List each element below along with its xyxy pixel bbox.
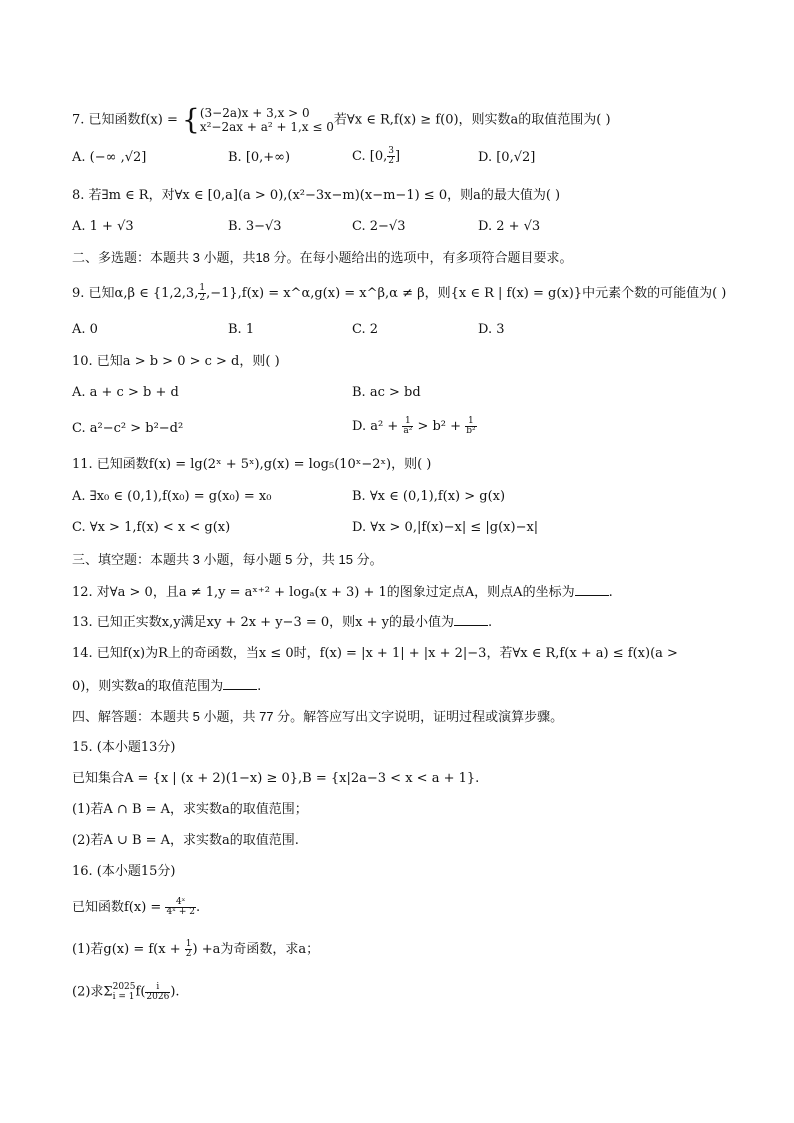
section-2-heading: 二、多选题：本题共 3 小题，共18 分。在每小题给出的选项中，有多项符合题目要求。	[72, 250, 573, 265]
section-3-heading: 三、填空题：本题共 3 小题，每小题 5 分，共 15 分。	[72, 552, 383, 567]
question-15-part-2: (2)若A ∪ B = A，求实数a的取值范围.	[72, 833, 299, 848]
q11-option-a: A. ∃x₀ ∈ (0,1),f(x₀) = g(x₀) = x₀	[72, 489, 272, 504]
question-16-given: 已知函数f(x) = $\frac{\text{4ˣ}}{\text{4ˣ + 2}}$ .	[72, 897, 201, 917]
question-15-title: 15. (本小题13分)	[72, 740, 176, 755]
question-16-part-1: (1)若g(x) = f(x + $\frac{1}{2}$ ) +a为奇函数，求a；	[72, 939, 320, 959]
q9-option-d: D. 3	[478, 322, 505, 337]
q10-option-a: A. a + c > b + d	[72, 385, 179, 400]
question-16-title: 16. (本小题15分)	[72, 864, 176, 879]
question-7-stem: 7. 已知函数f(x) = { (3−2a)x + 3,x > 0 x²−2ax + a² + 1,x ≤ 0 若∀x ∈ R,f(x) ≥ f(0)，则实数a的取值范围为( )	[72, 103, 611, 136]
q9-option-b: B. 1	[228, 322, 255, 337]
q7-option-b: B. [0,+∞)	[228, 150, 291, 165]
q7-option-d: D. [0,√2]	[478, 150, 536, 165]
question-15-given: 已知集合A = {x | (x + 2)(1−x) ≥ 0},B = {x|2a−3 < x < a + 1}.	[72, 771, 480, 786]
q9-option-a: A. 0	[72, 322, 98, 337]
question-14-line-2: 0)，则实数a的取值范围为 .	[72, 679, 262, 694]
q11-option-c: C. ∀x > 1,f(x) < x < g(x)	[72, 520, 231, 535]
q11-option-d: D. ∀x > 0,|f(x)−x| ≤ |g(x)−x|	[352, 520, 539, 535]
q10-option-d: D. a² + $\frac{1}{\text{a²}}$ > b² + $\frac{1}{\text{b²}}$	[352, 416, 476, 436]
q8-option-c: C. 2−√3	[352, 219, 406, 234]
question-13: 13. 已知正实数x,y满足xy + 2x + y−3 = 0，则x + y的最小值为 .	[72, 615, 493, 630]
question-9-stem: 9. 已知α,β ∈ {1,2,3, $\frac{1}{2}$ ,−1},f(x) = x^α,g(x) = x^β,α ≠ β，则{x ∈ R | f(x) = g(x)}中元素个数的可能值为( )	[72, 283, 727, 303]
question-16-part-2: (2)求Σ 2025 i = 1 f( $\frac{i}{2026}$ ).	[72, 981, 180, 1002]
q8-option-b: B. 3−√3	[228, 219, 282, 234]
q8-option-d: D. 2 + √3	[478, 219, 541, 234]
question-8-stem: 8. 若∃m ∈ R，对∀x ∈ [0,a](a > 0),(x²−3x−m)(x−m−1) ≤ 0，则a的最大值为( )	[72, 188, 561, 203]
q10-option-c: C. a²−c² > b²−d²	[72, 421, 184, 436]
q7-option-c: C. [0, $\frac{3}{2}$ ]	[352, 146, 401, 166]
question-14-line-1: 14. 已知f(x)为R上的奇函数，当x ≤ 0时，f(x) = |x + 1| + |x + 2|−3，若∀x ∈ R,f(x + a) ≤ f(x)(a >	[72, 646, 678, 661]
piecewise-function: { (3−2a)x + 3,x > 0 x²−2ax + a² + 1,x ≤ 0	[182, 103, 334, 136]
answer-blank[interactable]	[454, 613, 488, 626]
question-12: 12. 对∀a > 0，且a ≠ 1,y = aˣ⁺² + logₐ(x + 3) + 1的图象过定点A，则点A的坐标为 .	[72, 585, 613, 600]
section-4-heading: 四、解答题：本题共 5 小题，共 77 分。解答应写出文字说明，证明过程或演算步骤。	[72, 709, 564, 724]
q9-option-c: C. 2	[352, 322, 379, 337]
q7-option-a: A. (−∞ ,√2]	[72, 150, 147, 165]
answer-blank[interactable]	[575, 583, 609, 596]
q8-option-a: A. 1 + √3	[72, 219, 134, 234]
answer-blank[interactable]	[223, 677, 257, 690]
q11-option-b: B. ∀x ∈ (0,1),f(x) > g(x)	[352, 489, 506, 504]
q10-option-b: B. ac > bd	[352, 385, 421, 400]
question-15-part-1: (1)若A ∩ B = A，求实数a的取值范围；	[72, 802, 308, 817]
question-11-stem: 11. 已知函数f(x) = lg(2ˣ + 5ˣ),g(x) = log₅(10ˣ−2ˣ)，则( )	[72, 457, 432, 472]
question-10-stem: 10. 已知a > b > 0 > c > d，则( )	[72, 354, 280, 369]
